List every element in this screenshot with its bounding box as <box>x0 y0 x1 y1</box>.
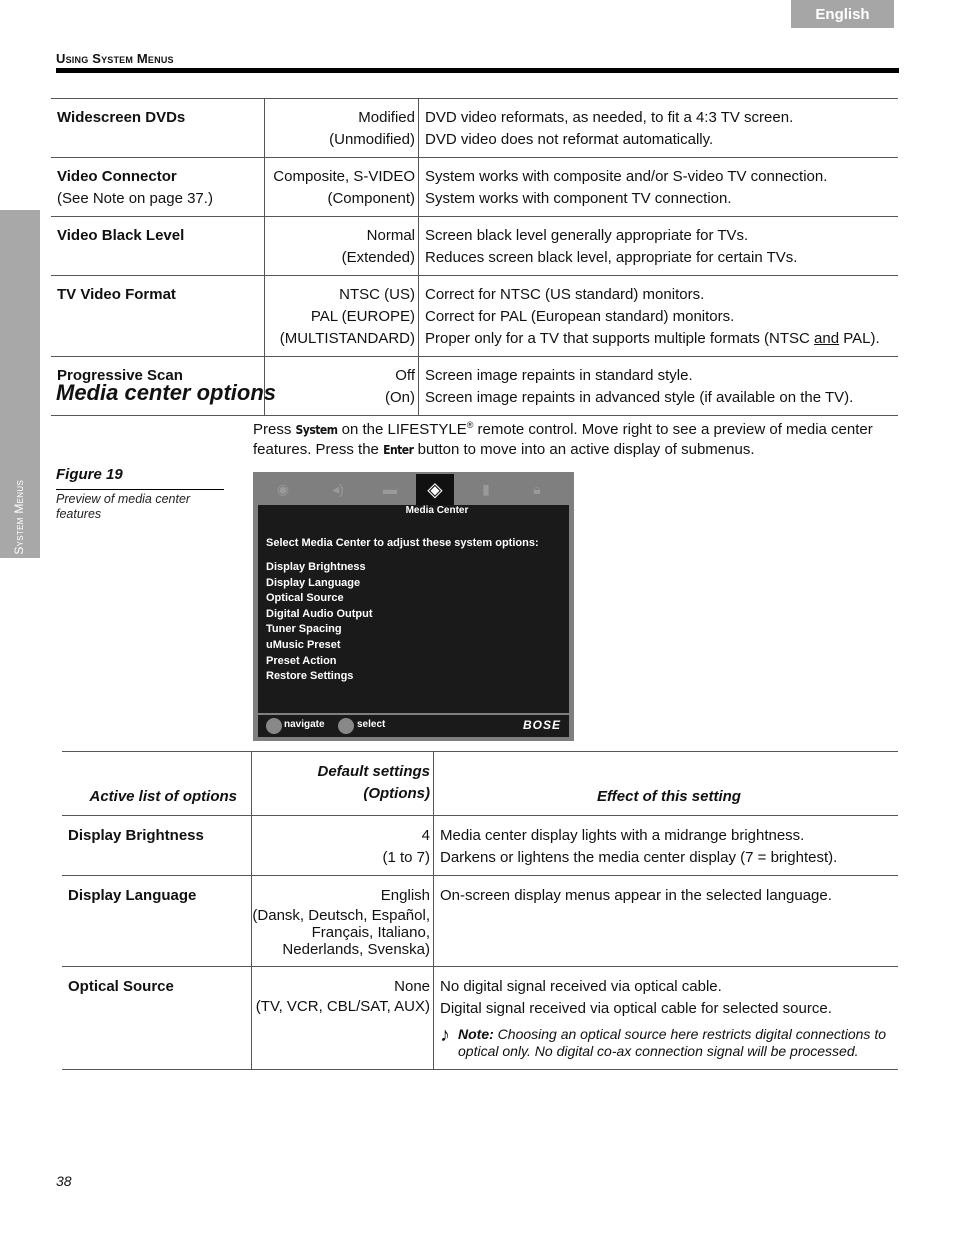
video-settings-table <box>51 98 898 416</box>
option-name: Optical Source <box>68 978 174 995</box>
table-row <box>51 217 898 276</box>
menu-title: Media Center <box>405 505 469 516</box>
figure-label: Figure 19 <box>56 466 123 483</box>
lock-icon: 🔒︎ <box>533 481 541 497</box>
list-item: Digital Audio Output <box>266 607 373 620</box>
option-effect: Screen image repaints in advanced style (if available on the TV). <box>425 389 854 406</box>
navigate-label: navigate <box>284 719 325 730</box>
intro-paragraph: Press System on the LIFESTYLE® remote control. Move right to see a preview of media center features. Press the Enter button to move into an active display of submenus. <box>253 420 873 458</box>
option-effect: System works with composite and/or S-video TV connection. <box>425 168 828 185</box>
option-name: Widescreen DVDs <box>57 109 186 126</box>
list-item: Preset Action <box>266 654 337 667</box>
option-value: (1 to 7) <box>382 849 430 866</box>
option-value: (Unmodified) <box>329 131 415 148</box>
option-effect: DVD video reformats, as needed, to fit a 4:3 TV screen. <box>425 109 794 126</box>
list-item: uMusic Preset <box>266 638 341 651</box>
remote-icon: ▮ <box>482 481 490 497</box>
option-effect: Screen image repaints in standard style. <box>425 367 693 384</box>
option-name: Display Brightness <box>68 827 204 844</box>
list-item: Restore Settings <box>266 670 354 683</box>
option-value: (Component) <box>327 190 415 207</box>
option-value: English <box>380 887 430 904</box>
option-value: (MULTISTANDARD) <box>279 330 415 347</box>
option-value: Normal <box>366 227 415 244</box>
option-effect: On-screen display menus appear in the selected language. <box>440 887 832 904</box>
option-subnote: (See Note on page 37.) <box>57 190 213 207</box>
table-row <box>62 876 898 967</box>
header-rule <box>56 68 899 73</box>
option-value: Modified <box>358 109 415 126</box>
menu-prompt: Select Media Center to adjust these system options: <box>266 537 539 549</box>
option-effect: Correct for PAL (European standard) monitors. <box>425 308 735 325</box>
table-row <box>62 967 898 1070</box>
table-row <box>51 276 898 357</box>
option-value: Off <box>395 367 415 384</box>
tv-icon: ▬ <box>383 481 397 497</box>
list-item: Tuner Spacing <box>266 623 342 636</box>
select-icon <box>338 718 354 734</box>
section-title: Media center options <box>56 380 277 405</box>
menu-icon-bar <box>253 472 574 505</box>
option-value: 4 <box>421 827 430 844</box>
option-name: TV Video Format <box>57 286 176 303</box>
header-default: Default settings <box>317 763 430 780</box>
header-options: (Options) <box>363 785 430 802</box>
option-effect: Correct for NTSC (US standard) monitors. <box>425 286 705 303</box>
option-name: Display Language <box>68 887 197 904</box>
option-value: None <box>394 978 430 995</box>
bose-logo: BOSE <box>522 718 561 732</box>
table-row <box>51 158 898 217</box>
option-effect: Digital signal received via optical cable for selected source. <box>440 1000 832 1017</box>
note-text: Note: Choosing an optical source here restricts digital connections to optical only. No digital co-ax connection signal will be processed. <box>458 1026 886 1059</box>
media-center-icon: ◈ <box>416 474 454 507</box>
option-effect: Media center display lights with a midrange brightness. <box>440 827 805 844</box>
figure-rule <box>56 489 224 490</box>
option-effect: Reduces screen black level, appropriate for certain TVs. <box>425 249 798 266</box>
language-tab[interactable]: English <box>791 0 894 28</box>
option-value: NTSC (US) <box>339 286 415 303</box>
option-effect: Proper only for a TV that supports multiple formats (NTSC and PAL). <box>425 330 880 347</box>
page-header: Using System Menus <box>56 51 174 66</box>
music-note-icon: ♪ <box>440 1024 450 1046</box>
media-center-screen <box>253 472 574 741</box>
option-effect: Screen black level generally appropriate for TVs. <box>425 227 749 244</box>
option-value: (TV, VCR, CBL/SAT, AUX) <box>255 998 430 1015</box>
option-value: PAL (EUROPE) <box>310 308 415 325</box>
note-block <box>440 1026 898 1060</box>
option-name: Video Black Level <box>57 227 185 244</box>
enter-key: Enter <box>383 443 414 457</box>
list-item: Display Brightness <box>266 561 366 573</box>
option-value: (On) <box>385 389 415 406</box>
menu-footer <box>258 715 569 737</box>
header-active-list: Active list of options <box>89 788 237 805</box>
option-effect: System works with component TV connection. <box>425 190 732 207</box>
media-center-options-table <box>62 751 898 1070</box>
option-value: (Dansk, Deutsch, Español, Français, Italiano, Nederlands, Svenska) <box>252 907 430 958</box>
select-label: select <box>357 719 386 730</box>
option-name: Progressive Scan <box>57 367 183 384</box>
navigate-icon <box>266 718 282 734</box>
table-row <box>51 99 898 158</box>
menu-panel <box>258 505 569 713</box>
option-effect: Darkens or lightens the media center display (7 = brightest). <box>440 849 838 866</box>
option-effect: DVD video does not reformat automatically. <box>425 131 714 148</box>
option-name: Video Connector <box>57 168 177 185</box>
list-item: Display Language <box>266 576 361 589</box>
header-effect: Effect of this setting <box>597 788 741 805</box>
side-tab-label: Using System Menus <box>12 479 26 588</box>
list-item: Optical Source <box>266 592 344 605</box>
disc-icon: ◉ <box>276 481 290 497</box>
speaker-icon: ◂) <box>332 481 344 497</box>
option-value: (Extended) <box>341 249 415 266</box>
figure-caption: Preview of media center features <box>56 492 191 521</box>
side-section-tab <box>0 210 40 588</box>
page-number: 38 <box>56 1173 72 1189</box>
table-row <box>62 816 898 876</box>
option-value: Composite, S-VIDEO <box>273 168 415 185</box>
menu-option-list <box>266 560 373 685</box>
option-effect: No digital signal received via optical cable. <box>440 978 722 995</box>
system-key: System <box>295 423 338 437</box>
table-header-row <box>62 752 898 816</box>
